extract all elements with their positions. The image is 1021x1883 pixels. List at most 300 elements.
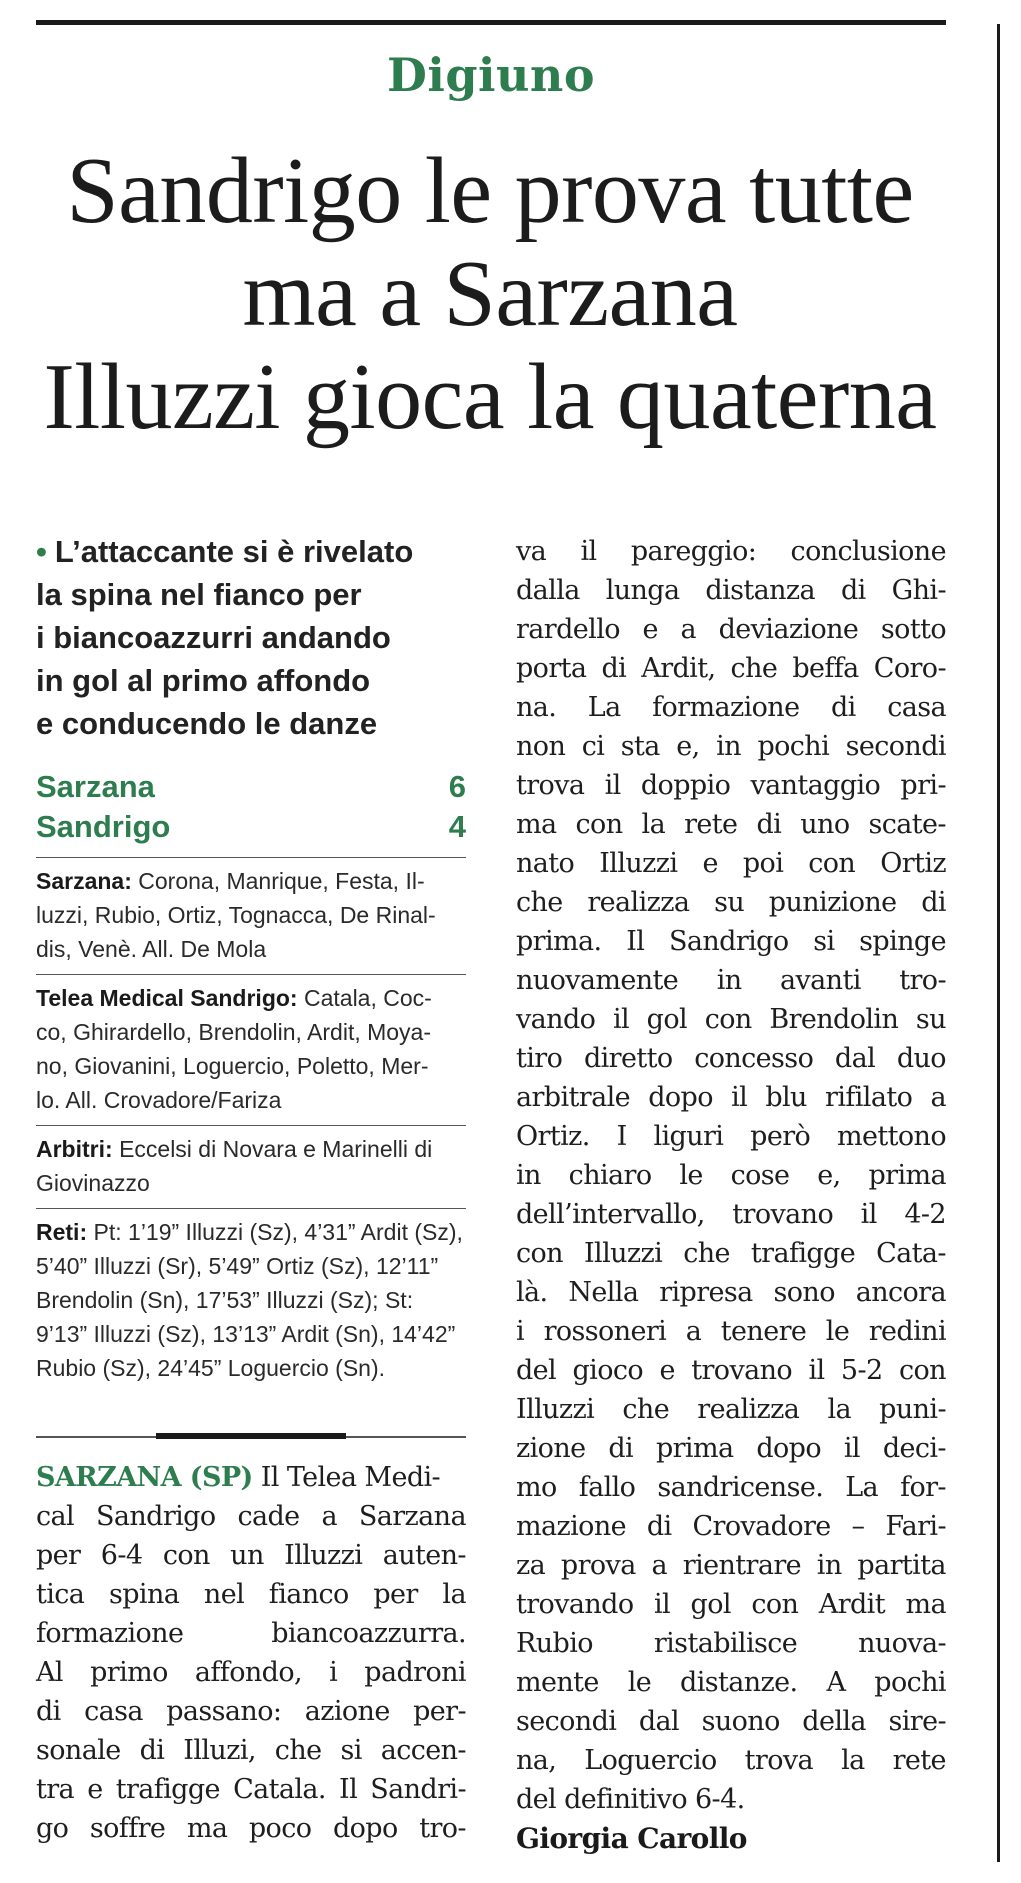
body-word: in — [716, 731, 741, 762]
body-word: trovando — [516, 1589, 634, 1620]
body-word: cade — [237, 1501, 300, 1532]
body-word: 4-2 — [904, 1199, 946, 1230]
body-word: biancoazzurra. — [271, 1618, 466, 1649]
body-word: di — [921, 887, 946, 918]
body-word: Illuzi, — [183, 1735, 256, 1766]
body-word: for- — [900, 1472, 946, 1503]
body-word: tica — [36, 1579, 85, 1610]
body-word: Ardit — [818, 1589, 885, 1620]
body-word: Brendolin — [769, 1004, 899, 1035]
body-line — [36, 1458, 466, 1497]
info-line: 5’40” Illuzzi (Sr), 5’49” Ortiz (Sz), 12’11” — [36, 1253, 439, 1279]
body-word: gol — [690, 1589, 731, 1620]
body-word: liguri — [653, 1121, 724, 1152]
summary-line: la spina nel fianco per — [36, 577, 362, 612]
body-word: e — [642, 614, 658, 645]
body-word: primo — [90, 1657, 168, 1688]
body-word: il — [808, 1355, 825, 1386]
body-word: soffre — [89, 1813, 166, 1844]
body-word: a — [685, 1316, 702, 1347]
body-word: in — [716, 965, 742, 996]
section-separator-accent — [156, 1433, 346, 1439]
body-word: 6-4 — [100, 1540, 143, 1571]
article-body-left — [36, 1458, 466, 1848]
body-word: Sandri- — [370, 1774, 466, 1805]
body-word: con — [898, 1355, 946, 1386]
body-word: go — [36, 1813, 69, 1844]
body-word: che — [683, 1238, 730, 1269]
body-word: chiaro — [568, 1160, 652, 1191]
body-word: su — [915, 1004, 946, 1035]
body-word: duo — [896, 1043, 946, 1074]
column-divider-rule — [997, 24, 1000, 1862]
body-word: con — [162, 1540, 210, 1571]
body-word: dopo — [332, 1813, 398, 1844]
info-label: Sarzana: — [36, 868, 132, 894]
body-word: ma — [186, 1813, 228, 1844]
body-word: rardello — [516, 614, 620, 645]
body-word: Illuzzi — [583, 1238, 663, 1269]
body-word: nuovamente — [516, 965, 679, 996]
body-word: di — [830, 692, 856, 723]
body-line — [516, 844, 946, 883]
body-word: na, — [516, 1745, 557, 1776]
body-word: e, — [676, 731, 700, 762]
body-word: arbitrale — [516, 1082, 630, 1113]
body-word: la — [827, 1394, 851, 1425]
headline — [20, 140, 960, 449]
body-line — [516, 1039, 946, 1078]
info-line: 9’13” Illuzzi (Sz), 13’13” Ardit (Sn), 14’42” — [36, 1321, 456, 1347]
body-word: il — [580, 536, 597, 567]
body-word: per- — [413, 1696, 466, 1727]
body-word: deviazione — [718, 614, 859, 645]
body-word: trafigge — [750, 1238, 856, 1269]
body-word: – — [851, 1511, 865, 1542]
body-line — [36, 1575, 466, 1614]
body-word: in — [816, 1550, 842, 1581]
body-line — [516, 688, 946, 727]
body-word: tenere — [720, 1316, 807, 1347]
body-word: un — [230, 1540, 264, 1571]
body-word: mettono — [837, 1121, 946, 1152]
body-word: ma — [516, 809, 557, 840]
body-word: sono — [773, 1277, 835, 1308]
body-word: mo — [516, 1472, 557, 1503]
body-word: il — [860, 1199, 877, 1230]
info-line: Catala, Coc- — [303, 985, 432, 1011]
body-line — [516, 883, 946, 922]
body-word: spinge — [859, 926, 946, 957]
body-word: dalla — [516, 575, 580, 606]
body-word: blu — [765, 1082, 807, 1113]
body-line — [36, 1536, 466, 1575]
body-word: Sandrigo — [95, 1501, 216, 1532]
body-word: suono — [701, 1706, 780, 1737]
body-word: distanze. — [680, 1667, 798, 1698]
body-word: trova — [516, 770, 585, 801]
body-word: deci- — [882, 1433, 946, 1464]
info-line: luzzi, Rubio, Ortiz, Tognacca, De Rinal- — [36, 902, 436, 928]
dateline: SARZANA (SP) — [36, 1462, 253, 1493]
body-line — [516, 1663, 946, 1702]
body-word: va — [516, 536, 547, 567]
body-word: mazione — [516, 1511, 626, 1542]
body-word: porta — [516, 653, 587, 684]
body-word: con — [516, 1238, 563, 1269]
body-word: rifilato — [825, 1082, 913, 1113]
body-word: sonale — [36, 1735, 121, 1766]
body-word: doppio — [640, 770, 731, 801]
body-word: spina — [108, 1579, 180, 1610]
body-word: prima. — [516, 926, 602, 957]
body-word: Ghi- — [891, 575, 946, 606]
body-word: accen- — [380, 1735, 466, 1766]
body-line — [36, 1653, 466, 1692]
summary — [36, 530, 466, 745]
body-word: formazione — [652, 692, 800, 723]
score-row-home — [36, 767, 466, 807]
body-word: Crovadore — [692, 1511, 831, 1542]
info-line: lo. All. Crovadore/Fariza — [36, 1087, 282, 1113]
body-word: cal — [36, 1501, 75, 1532]
body-word: ma — [905, 1589, 946, 1620]
body-word: pochi — [874, 1667, 946, 1698]
body-line — [516, 1312, 946, 1351]
body-word: diretto — [583, 1043, 673, 1074]
body-word: pochi — [757, 731, 830, 762]
body-word: distanza — [705, 575, 816, 606]
body-word: Ortiz — [880, 848, 946, 879]
body-word: rete — [892, 1745, 946, 1776]
info-line: no, Giovanini, Loguercio, Poletto, Mer- — [36, 1053, 429, 1079]
section-kicker: Digiuno — [386, 48, 596, 102]
body-line — [516, 922, 946, 961]
body-word: trova — [744, 1745, 814, 1776]
body-word: di — [646, 1511, 672, 1542]
body-word: mente — [516, 1667, 599, 1698]
body-word: sta — [620, 731, 660, 762]
headline-line: Sandrigo le prova tutte — [66, 139, 914, 243]
body-word: Sarzana — [358, 1501, 466, 1532]
info-line: Eccelsi di Novara e Marinelli di — [119, 1136, 433, 1162]
info-line: co, Ghirardello, Brendolin, Ardit, Moya- — [36, 1019, 432, 1045]
body-word: di — [608, 1433, 634, 1464]
info-line: Corona, Manrique, Festa, Il- — [138, 868, 425, 894]
byline: Giorgia Carollo — [516, 1822, 747, 1855]
body-word: con — [808, 848, 856, 879]
body-word: prima — [868, 1160, 946, 1191]
body-word: za — [516, 1550, 546, 1581]
body-word: nel — [203, 1579, 245, 1610]
info-line: Pt: 1’19” Illuzzi (Sz), 4’31” Ardit (Sz), — [93, 1219, 463, 1245]
home-goals: 6 — [448, 769, 466, 804]
info-line: Giovinazzo — [36, 1170, 150, 1196]
body-word: con — [751, 1589, 799, 1620]
body-line — [516, 1702, 946, 1741]
body-line — [516, 1546, 946, 1585]
body-word: casa — [84, 1696, 143, 1727]
body-line — [516, 1234, 946, 1273]
body-word: gol — [646, 1004, 688, 1035]
body-line — [36, 1809, 466, 1848]
body-line — [36, 1692, 466, 1731]
body-word: dal — [638, 1706, 680, 1737]
away-team: Sandrigo — [36, 809, 171, 844]
body-word: a — [680, 614, 696, 645]
info-label: Arbitri: — [36, 1136, 113, 1162]
body-word: partita — [857, 1550, 946, 1581]
body-word: in — [516, 1160, 541, 1191]
home-team: Sarzana — [36, 769, 155, 804]
body-word: il — [612, 1004, 630, 1035]
info-referees — [36, 1125, 466, 1208]
body-line — [36, 1614, 466, 1653]
body-word: la — [641, 809, 666, 840]
summary-line: i biancoazzurri andando — [36, 620, 391, 655]
body-line — [36, 1731, 466, 1770]
headline-line: Illuzzi gioca la quaterna — [43, 345, 937, 449]
left-column — [36, 530, 466, 1393]
body-line — [516, 1780, 946, 1819]
body-line — [516, 1507, 946, 1546]
body-word: tra — [36, 1774, 75, 1805]
body-word: auten- — [382, 1540, 466, 1571]
body-line — [36, 1770, 466, 1809]
body-word: ancora — [855, 1277, 946, 1308]
info-goals — [36, 1208, 466, 1393]
body-text-span: Il Telea Medi- — [260, 1462, 441, 1493]
body-word: na. — [516, 692, 557, 723]
info-line: Brendolin (Sn), 17’53” Illuzzi (Sz); St: — [36, 1287, 414, 1313]
body-word: che — [516, 887, 563, 918]
body-word: e, — [817, 1160, 841, 1191]
body-word: per — [36, 1540, 81, 1571]
body-word: poco — [248, 1813, 312, 1844]
summary-line: in gol al primo affondo — [36, 663, 371, 698]
body-word: scate- — [868, 809, 946, 840]
body-word: realizza — [587, 887, 690, 918]
info-label: Reti: — [36, 1219, 88, 1245]
body-word: La — [845, 1472, 879, 1503]
body-word: Rubio — [516, 1628, 593, 1659]
body-word: affondo, — [194, 1657, 302, 1688]
summary-line: e conducendo le danze — [36, 706, 378, 741]
body-line — [516, 649, 946, 688]
body-word: le — [627, 1667, 652, 1698]
body-word: poi — [742, 848, 784, 879]
body-word: zione — [516, 1433, 586, 1464]
score-row-away — [36, 807, 466, 847]
body-word: e — [702, 848, 718, 879]
body-line — [516, 766, 946, 805]
body-word: redini — [868, 1316, 946, 1347]
body-word: tiro — [516, 1043, 563, 1074]
away-goals: 4 — [448, 809, 466, 844]
body-word: a — [321, 1501, 337, 1532]
body-word: gioco — [572, 1355, 644, 1386]
body-line — [516, 1117, 946, 1156]
body-line — [516, 1741, 946, 1780]
summary-bullet-icon: • — [36, 534, 47, 569]
body-line — [516, 961, 946, 1000]
body-line — [516, 1000, 946, 1039]
info-line: dis, Venè. All. De Mola — [36, 936, 267, 962]
body-word: i — [516, 1316, 525, 1347]
body-line — [516, 1429, 946, 1468]
body-word: punizione — [768, 887, 897, 918]
article-body-right — [516, 532, 946, 1859]
body-word: di — [139, 1735, 165, 1766]
body-word: però — [750, 1121, 811, 1152]
body-word: nato — [516, 848, 575, 879]
body-word: si — [813, 926, 835, 957]
body-word: con — [704, 1004, 752, 1035]
body-word: la — [442, 1579, 466, 1610]
body-line — [516, 1195, 946, 1234]
body-word: secondi — [845, 731, 946, 762]
body-word: Ardit, — [641, 653, 716, 684]
body-word: i — [329, 1657, 338, 1688]
body-line — [516, 1078, 946, 1117]
body-word: beffa — [792, 653, 859, 684]
body-line — [516, 805, 946, 844]
body-word: padroni — [364, 1657, 466, 1688]
body-word: trovano — [691, 1355, 793, 1386]
body-word: a — [930, 1082, 946, 1113]
body-word: sotto — [880, 614, 946, 645]
body-word: passano: — [166, 1696, 282, 1727]
body-line — [516, 610, 946, 649]
body-word: dopo — [648, 1082, 713, 1113]
body-line — [516, 1156, 946, 1195]
body-word: che — [274, 1735, 322, 1766]
body-word: uno — [800, 809, 850, 840]
body-word: il — [604, 770, 621, 801]
body-word: Al — [36, 1657, 63, 1688]
body-word: di — [601, 653, 627, 684]
body-word: concesso — [694, 1043, 814, 1074]
body-word: rete — [684, 809, 738, 840]
body-word: ripresa — [659, 1277, 753, 1308]
body-word: secondi — [516, 1706, 617, 1737]
body-word: nuova- — [858, 1628, 946, 1659]
info-line: Rubio (Sz), 24’45” Loguercio (Sn). — [36, 1355, 385, 1381]
body-line — [516, 1273, 946, 1312]
body-line — [516, 1624, 946, 1663]
body-word: sire- — [888, 1706, 946, 1737]
body-word: che — [622, 1394, 670, 1425]
body-word: cose — [730, 1160, 790, 1191]
body-word: lunga — [605, 575, 680, 606]
body-word: sandricense. — [657, 1472, 824, 1503]
body-word: formazione — [36, 1618, 184, 1649]
body-word: con — [575, 809, 623, 840]
body-word: si — [340, 1735, 362, 1766]
body-word: A — [826, 1667, 846, 1698]
body-line — [516, 1390, 946, 1429]
body-word: conclusione — [790, 536, 946, 567]
body-word: e — [659, 1355, 675, 1386]
body-word: là. — [516, 1277, 548, 1308]
body-word: trafigge — [115, 1774, 220, 1805]
body-word: che — [730, 653, 778, 684]
body-word: 5-2 — [840, 1355, 883, 1386]
body-word: prova — [560, 1550, 636, 1581]
body-word: ci — [581, 731, 605, 762]
body-word: di — [36, 1696, 61, 1727]
body-line — [516, 1351, 946, 1390]
body-word: La — [587, 692, 621, 723]
body-word: casa — [887, 692, 946, 723]
body-word: dopo — [756, 1433, 822, 1464]
body-word: vando — [516, 1004, 596, 1035]
body-word: il — [731, 1082, 748, 1113]
headline-line: ma a Sarzana — [242, 242, 738, 346]
body-word: trovano — [732, 1199, 834, 1230]
summary-line: L’attaccante si è rivelato — [54, 534, 414, 569]
body-word: tro- — [419, 1813, 466, 1844]
body-word: Cata- — [876, 1238, 946, 1269]
body-word: le — [825, 1316, 850, 1347]
body-word: il — [843, 1433, 860, 1464]
body-word: tro- — [899, 965, 946, 996]
body-word: Illuzzi — [516, 1394, 595, 1425]
body-line — [36, 1497, 466, 1536]
body-word: non — [516, 731, 566, 762]
body-word: rientrare — [682, 1550, 802, 1581]
body-word: del — [516, 1355, 557, 1386]
body-word: Fari- — [885, 1511, 946, 1542]
body-word: Illuzzi — [284, 1540, 363, 1571]
body-word: vantaggio — [750, 770, 881, 801]
body-word: pri- — [900, 770, 946, 801]
body-word: puni- — [879, 1394, 946, 1425]
body-word: dell’intervallo, — [516, 1199, 705, 1230]
body-word: Sandrigo — [668, 926, 789, 957]
body-word: per — [373, 1579, 418, 1610]
body-word: dal — [834, 1043, 876, 1074]
body-word: fianco — [268, 1579, 349, 1610]
body-line — [516, 1585, 946, 1624]
info-label: Telea Medical Sandrigo: — [36, 985, 298, 1011]
body-word: il — [653, 1589, 671, 1620]
body-word: e — [87, 1774, 103, 1805]
body-word: I — [616, 1121, 627, 1152]
info-sandrigo-lineup — [36, 974, 466, 1125]
body-line — [516, 532, 946, 571]
body-word: Ortiz. — [516, 1121, 590, 1152]
body-word: Catala. — [233, 1774, 326, 1805]
body-word: prima — [655, 1433, 734, 1464]
body-word: azione — [304, 1696, 390, 1727]
body-word: della — [802, 1706, 866, 1737]
body-word: ristabilisce — [653, 1628, 798, 1659]
body-line — [516, 727, 946, 766]
match-info — [36, 857, 466, 1393]
body-word: Loguercio — [584, 1745, 717, 1776]
body-line — [516, 571, 946, 610]
scoreboard — [36, 767, 466, 847]
body-word: Il — [626, 926, 645, 957]
body-word: avanti — [780, 965, 861, 996]
body-word: realizza — [697, 1394, 800, 1425]
body-text-span: del definitivo 6-4. — [516, 1784, 745, 1815]
body-word: le — [679, 1160, 703, 1191]
body-word: a — [651, 1550, 667, 1581]
body-word: Il — [339, 1774, 358, 1805]
top-rule — [36, 20, 946, 25]
